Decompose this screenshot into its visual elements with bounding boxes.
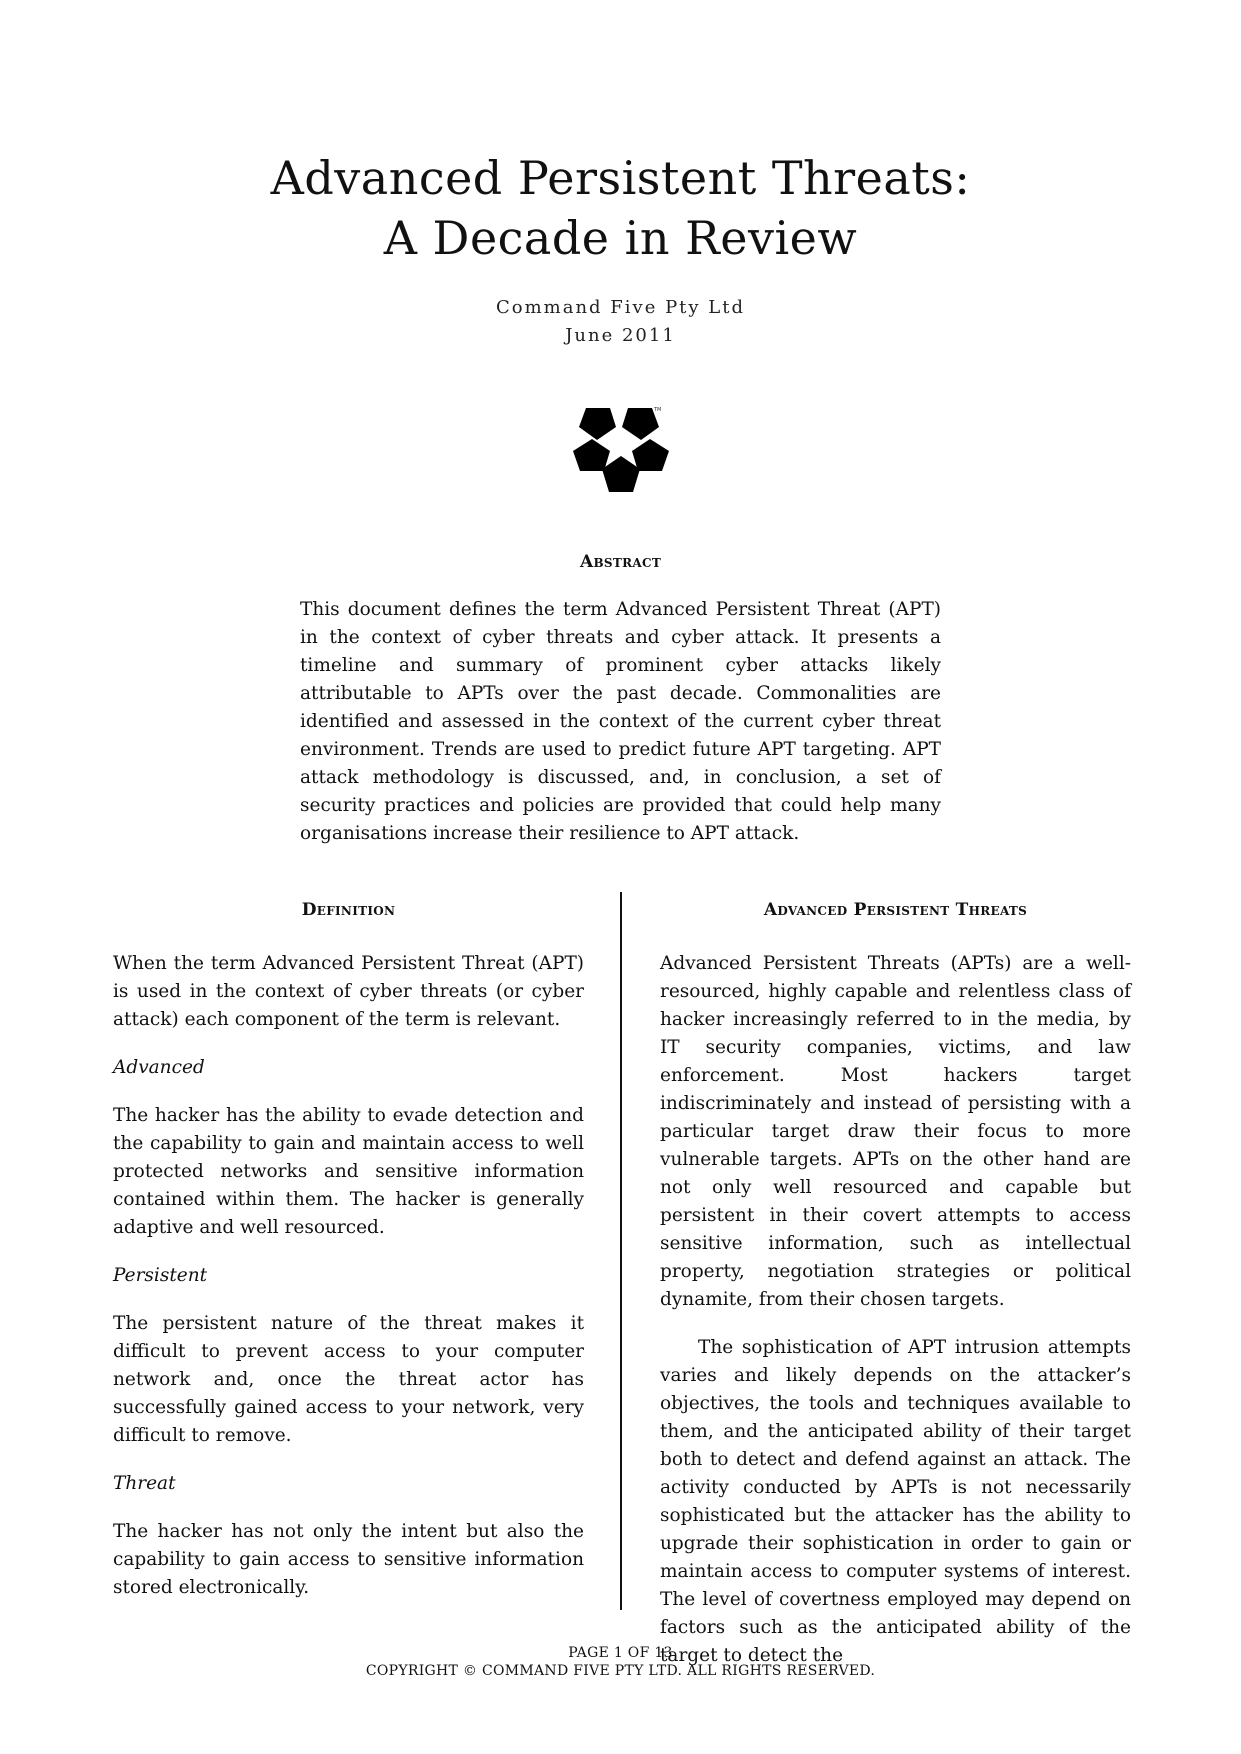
apt-column — [660, 896, 1131, 1690]
term-persistent-heading: Persistent — [113, 1265, 208, 1286]
title-block — [0, 148, 1241, 350]
trademark-mark: TM — [654, 407, 662, 413]
term-advanced-heading: Advanced — [113, 1057, 205, 1078]
page-number: PAGE 1 OF 13 — [568, 1645, 673, 1661]
document-meta — [0, 294, 1241, 350]
document-title-line-2: A Decade in Review — [383, 211, 858, 265]
page-footer — [0, 1644, 1241, 1680]
author: Command Five Pty Ltd — [495, 297, 746, 318]
copyright-notice: COPYRIGHT © COMMAND FIVE PTY LTD. ALL RIGHTS RESERVED. — [365, 1663, 876, 1679]
abstract-text: This document defines the term Advanced Persistent Threat (APT) in the context of cyber threats and cyber attack. It presents a timeline and summary of prominent cyber attacks likely attributable to APTs over the past decade. Commonalities are identified and assessed in the context of the current cyber threat environment. Trends are used to predict future APT targeting. APT attack methodology is discussed, and, in conclusion, a set of security practices and policies are provided that could help many organisations increase their resilience to APT attack. — [300, 599, 941, 844]
five-pentagon-logo-icon — [572, 405, 670, 501]
apt-paragraph-2: The sophistication of APT intrusion attempts varies and likely depends on the attacker’s objectives, the tools and techniques available to them, and the anticipated ability of their target both to detect and defend against an attack. The activity conducted by APTs is not necessarily sophisticated but the attacker has the ability to upgrade their sophistication in order to gain or maintain access to computer systems of interest. The level of covertness employed may depend on factors such as the anticipated ability of the target to detect the — [660, 1337, 1131, 1666]
column-divider — [620, 892, 622, 1610]
definition-intro: When the term Advanced Persistent Threat (APT) is used in the context of cyber threats (or cyber attack) each component of the term is relevant. — [113, 953, 584, 1030]
document-title-line-1: Advanced Persistent Threats: — [270, 151, 971, 205]
definition-column — [113, 896, 584, 1622]
term-threat-text: The hacker has not only the intent but also the capability to gain access to sensitive information stored electronically. — [113, 1521, 584, 1598]
publication-date: June 2011 — [565, 325, 676, 346]
apt-heading: Advanced Persistent Threats — [763, 900, 1028, 920]
abstract-heading: Abstract — [579, 552, 662, 572]
term-persistent-text: The persistent nature of the threat makes it difficult to prevent access to your computer network and, once the threat actor has successfully gained access to your network, very difficult to remove. — [113, 1313, 584, 1446]
definition-heading: Definition — [301, 900, 396, 920]
apt-paragraph-1: Advanced Persistent Threats (APTs) are a well-resourced, highly capable and relentless class of hacker increasingly referred to in the media, by IT security companies, victims, and law enforcement. Most hackers target indiscriminately and instead of persisting with a particular target draw their focus to more vulnerable targets. APTs on the other hand are not only well resourced and capable but persistent in their covert attempts to access sensitive information, such as intellectual property, negotiation strategies or political dynamite, from their chosen targets. — [660, 953, 1131, 1310]
term-threat-heading: Threat — [113, 1473, 176, 1494]
term-advanced-text: The hacker has the ability to evade detection and the capability to gain and maintain access to well protected networks and sensitive information contained within them. The hacker is generally adaptive and well resourced. — [113, 1105, 584, 1238]
